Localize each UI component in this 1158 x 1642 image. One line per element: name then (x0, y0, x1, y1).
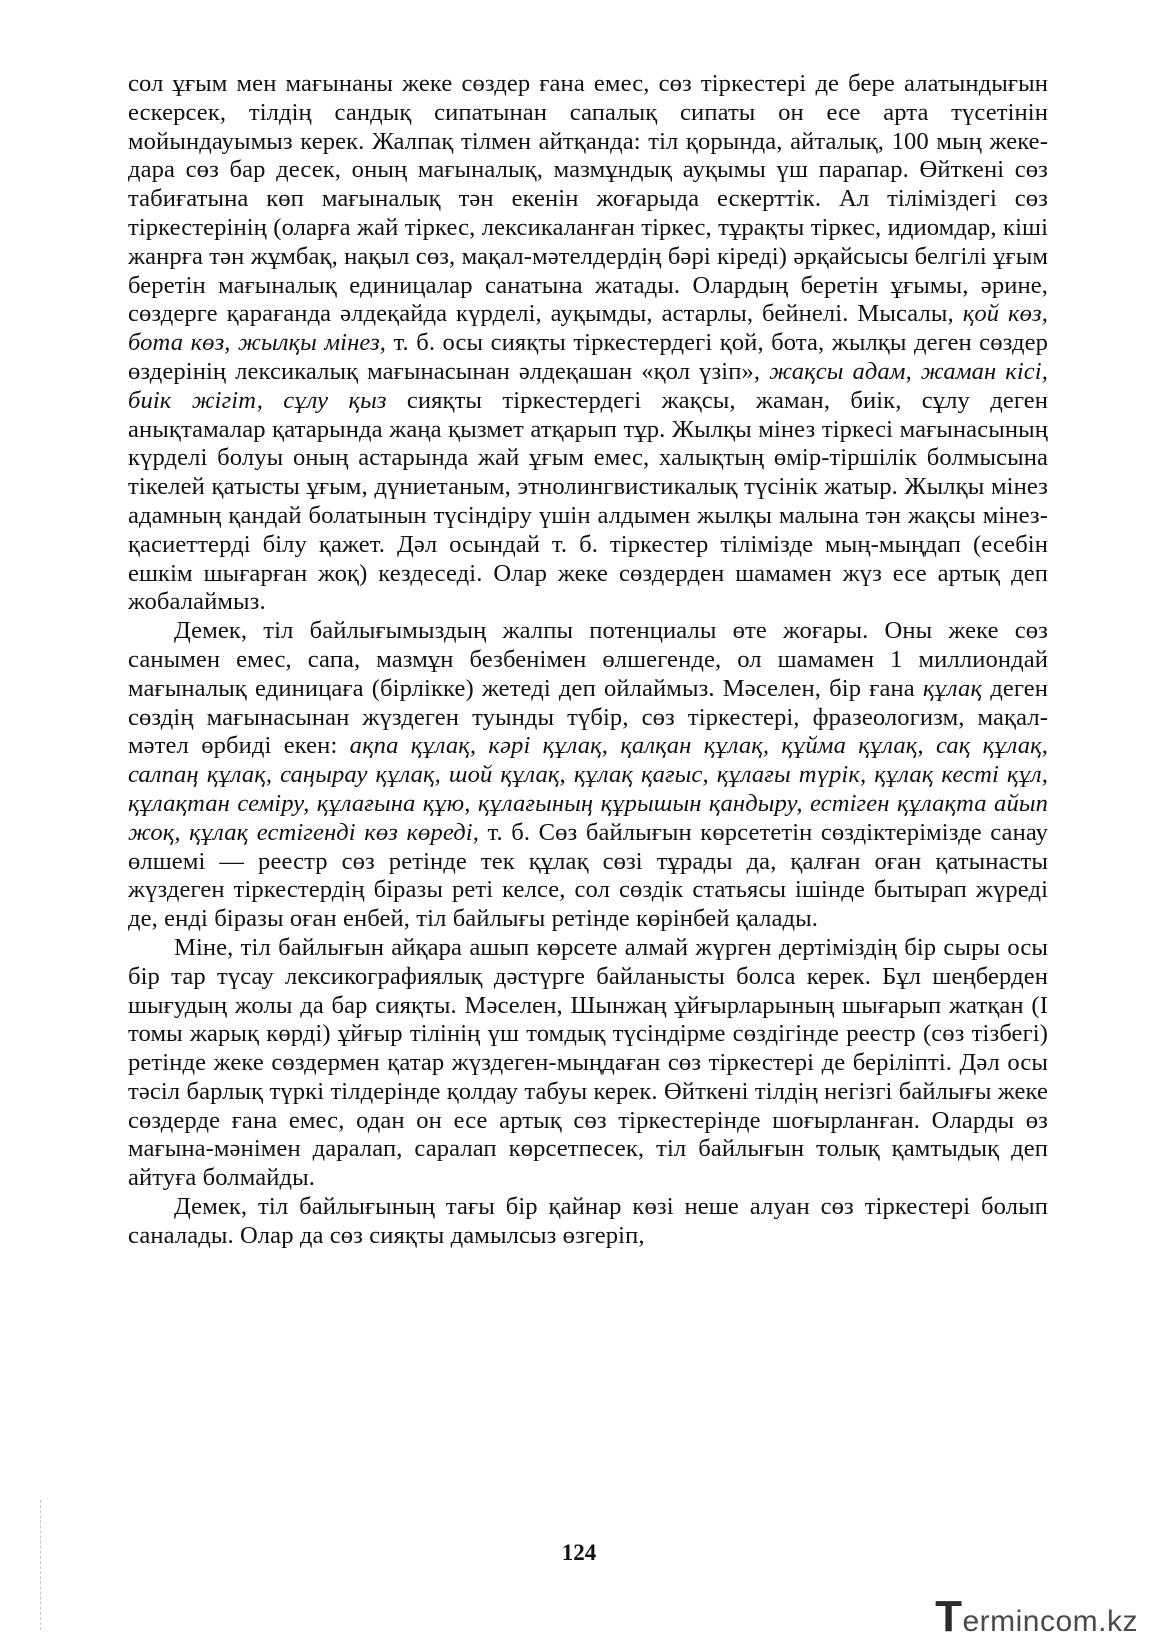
text-run: т. б. осы сияқты тіркестердегі қой, бота, жылқы деген сөздер өздерінің лексикалық мағынасынан әлдеқашан «қол үзіп», (128, 329, 1048, 385)
watermark-o: o (1055, 1605, 1073, 1638)
text-run: Демек, тіл байлығының тағы бір қайнар көзі неше алуан сөз тіркестері болып саналады. Олар да сөз сияқты дамылсыз өзгеріп, (128, 1193, 1048, 1249)
text-run: Міне, тіл байлығын айқара ашып көрсете алмай жүрген дертіміздің бір сыры осы бір тар түсау лексикографиялық дәстүрге байланысты болса керек. Бұл шеңберден шығудың жолы да бар сияқты. Мәселен, Шынжаң ұйғырларының шығарып жатқан (І томы жарық көрді) ұйғыр тілінің үш томдық түсіндірме сөздігінде реестр (сөз тізбегі) ретінде жеке сөздермен қатар жүздеген-мыңдаған сөз тіркестері де беріліпті. Дәл осы тәсіл барлық түркі тілдерінде қолдау табуы керек. Өйткені тілдің негізгі байлығы жеке сөздерде ғана емес, одан он есе артық сөз тіркестерінде шоғырланған. Оларды өз мағына-мәнімен даралап, саралап көрсетпесек, тіл байлығын толық қамтыдық деп айтуға болмайды. (128, 933, 1048, 1192)
text-run: сияқты тіркестердегі жақсы, жаман, биік, сұлу деген анықтамалар қатарында жаңа қызмет атқарып тұр. Жылқы мінез тіркесі мағынасының күрделі болуы оның астарында жай ұғым емес, халықтың өмір-тіршілік болмысына тікелей қатысты ұғым, дүниетаным, этнолингвистикалық түсінік жатыр. Жылқы мінез адамның қандай болатынын түсіндіру үшін алдымен жылқы малына тән жақсы мінез-қасиеттерді білу қажет. Дәл осындай т. б. тіркестер тілімізде мың-мыңдап (есебін ешкім шығарған жоқ) кездеседі. Олар жеке сөздерден шамамен жүз есе артық деп жобалаймыз. (128, 386, 1049, 616)
page-body-text (128, 70, 1048, 1251)
text-run: Демек, тіл байлығымыздың жалпы потенциалы өте жоғары. Оны жеке сөз санымен емес, сапа, мазмұн безбенімен өлшегенде, ол шамамен 1 миллиондай мағыналық единицаға (бірлікке) жетеді деп ойлаймыз. Мәселен, бір ғана (128, 617, 1048, 702)
italic-example-text: қой көз, бота көз, жылқы мінез, (128, 300, 1048, 357)
site-watermark (935, 1592, 1138, 1642)
text-run: сол ұғым мен мағынаны жеке сөздер ғана емес, сөз тіркестері де бере алатындығын ескерсек, тілдің сандық сипатынан сапалық сипаты он есе арта түсетінін мойындауымыз керек. Жалпақ тілмен айтқанда: тіл қорында, айталық, 100 мың жеке-дара сөз бар десек, оның мағыналық, мазмұндық ауқымы үш парапар. Өйткені сөз табиғатына көп мағыналық тән екенін жоғарыда ескерттік. Ал тіліміздегі сөз тіркестерінің (оларға жай тіркес, лексикаланған тіркес, тұрақты тіркес, идиомдар, кіші жанрға тән жұмбақ, нақыл сөз, мақал-мәтелдердің бәрі кіреді) әрқайсысы белгілі ұғым беретін мағыналық единицалар санатына жатады. Олардың беретін ұғымы, әрине, сөздерге қарағанда әлдеқайда күрделі, ауқымды, астарлы, бейнелі. Мысалы, (128, 70, 1048, 328)
watermark-tail: m.kz (1072, 1605, 1138, 1638)
italic-example-text: жақсы адам, жаман кісі, биік жігіт, сұлу қыз (128, 357, 1048, 414)
italic-example-text: ақпа құлақ, кәрі құлақ, қалқан құлақ, құйма құлақ, сақ құлақ, салпаң құлақ, саңырау құлақ, шой құлақ, құлақ қағыс, құлағы түрік, құлақ кесті құл, құлақтан семіру, құлағына құю, құлағының құрышын қандыру, естіген құлақта айып жоқ, құлақ естігенді көз көреді, (128, 732, 1048, 846)
page-number: 124 (561, 1540, 597, 1565)
paragraph (128, 934, 1048, 1193)
text-run: деген сөздің мағынасынан жүздеген туынды түбір, сөз тіркестері, фразеологизм, мақал-мәтел өрбиді екен: (128, 674, 1048, 760)
paragraph (128, 70, 1048, 617)
paragraph (128, 617, 1048, 934)
italic-example-text: құлақ (922, 674, 983, 702)
paragraph (128, 1193, 1048, 1251)
text-run: т. б. Сөз байлығын көрсететін сөздіктерімізде санау өлшемі — реестр сөз ретінде тек құлақ сөзі тұрады да, қалған оған қатынасты жүздеген тіркестердің біразы реті келсе, сол сөздік статьясы ішінде бытырап жүреді де, енді біразы оған енбей, тіл байлығы ретінде көрінбей қалады. (128, 818, 1048, 933)
watermark-initial: T (935, 1592, 963, 1641)
watermark-middle: erminc (962, 1605, 1056, 1638)
